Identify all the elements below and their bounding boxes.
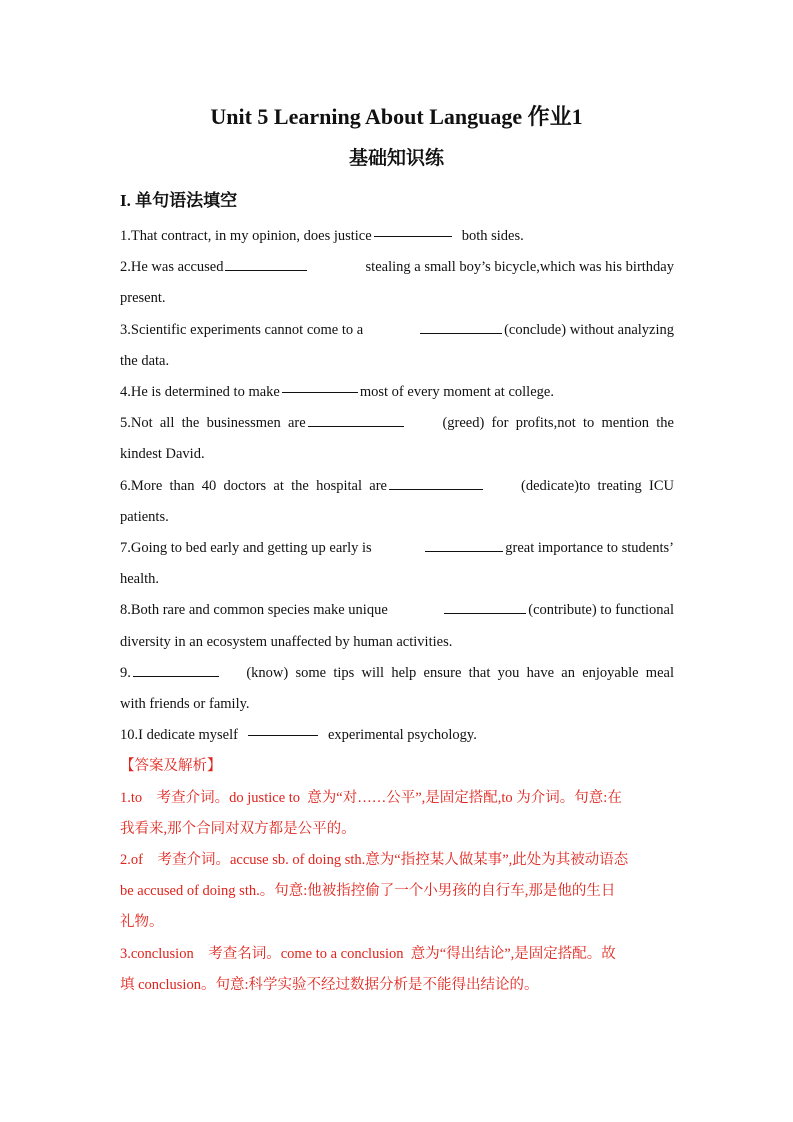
answer-text: 我看来,那个合同对双方都是公平的。 bbox=[120, 820, 356, 837]
question-text: 4.He is determined to make bbox=[120, 384, 280, 401]
document-body bbox=[120, 221, 674, 1001]
question-9 bbox=[120, 658, 674, 689]
question-6 bbox=[120, 471, 674, 502]
answer-text: 2.of 考查介词。accuse sb. of doing sth.意为“指控某人做某事”,此处为其被动语态 bbox=[120, 852, 629, 869]
answer-text: 礼物。 bbox=[120, 914, 164, 931]
question-text: diversity in an ecosystem unaffected by human activities. bbox=[120, 633, 453, 650]
question-text: great importance to students’ bbox=[505, 540, 674, 557]
answer-blank bbox=[225, 255, 307, 271]
question-text: with friends or family. bbox=[120, 696, 250, 713]
question-text: patients. bbox=[120, 508, 169, 525]
question-8 bbox=[120, 595, 674, 626]
question-text: health. bbox=[120, 571, 160, 588]
question-text: 2.He was accused bbox=[120, 259, 224, 276]
answer-blank bbox=[248, 720, 318, 736]
question-text: 7.Going to bed early and getting up early is bbox=[120, 540, 372, 557]
question-5 bbox=[120, 408, 674, 439]
page-subtitle: 基础知识练 bbox=[348, 148, 444, 169]
question-text: 3.Scientific experiments cannot come to a bbox=[120, 321, 364, 338]
answers-heading: 【答案及解析】 bbox=[120, 758, 222, 775]
answer-blank bbox=[374, 221, 452, 237]
question-text: 1.That contract, in my opinion, does justice bbox=[120, 228, 372, 244]
question-text: (contribute) to functional bbox=[528, 602, 674, 619]
question-3 bbox=[120, 315, 674, 346]
answer-text: be accused of doing sth.。句意:他被指控偷了一个小男孩的自行车,那是他的生日 bbox=[120, 883, 616, 900]
answer-blank bbox=[425, 536, 503, 552]
page-title: Unit 5 Learning About Language 作业1 bbox=[210, 104, 583, 129]
question-2 bbox=[120, 252, 674, 283]
question-text: the data. bbox=[120, 352, 170, 369]
question-text: (dedicate)to treating ICU bbox=[521, 477, 674, 494]
question-text: present. bbox=[120, 290, 166, 307]
question-text: experimental psychology. bbox=[327, 727, 477, 744]
question-10 bbox=[120, 720, 674, 751]
question-7 bbox=[120, 533, 674, 564]
answer-blank bbox=[444, 598, 526, 614]
answer-blank bbox=[282, 377, 358, 393]
answer-2 bbox=[120, 845, 674, 939]
answer-blank bbox=[308, 411, 404, 427]
answer-blank bbox=[133, 661, 219, 677]
answer-blank bbox=[420, 318, 502, 334]
question-text: stealing a small boy’s bicycle,which was his birthday bbox=[365, 259, 674, 276]
question-text: (conclude) without analyzing bbox=[504, 321, 674, 338]
answer-text: 填 conclusion。句意:科学实验不经过数据分析是不能得出结论的。 bbox=[120, 976, 539, 993]
answer-blank bbox=[389, 474, 483, 490]
question-4 bbox=[120, 377, 674, 408]
question-text: most of every moment at college. bbox=[359, 384, 554, 401]
question-text: 5.Not all the businessmen are bbox=[120, 415, 306, 432]
answer-text: 1.to 考查介词。do justice to 意为“对……公平”,是固定搭配,to 为介词。句意:在 bbox=[120, 789, 622, 806]
question-text: kindest David. bbox=[120, 446, 205, 463]
question-text: 10.I dedicate myself bbox=[120, 727, 238, 744]
question-text: (greed) for profits,not to mention the bbox=[442, 415, 674, 432]
question-text: 6.More than 40 doctors at the hospital are bbox=[120, 477, 387, 494]
section-heading: I. 单句语法填空 bbox=[120, 191, 238, 210]
question-text: (know) some tips will help ensure that you have an enjoyable meal bbox=[246, 664, 674, 681]
answer-1 bbox=[120, 783, 674, 845]
question-text: 8.Both rare and common species make unique bbox=[120, 602, 388, 619]
question-text: both sides. bbox=[461, 228, 524, 244]
answer-3 bbox=[120, 939, 674, 1001]
question-text: 9. bbox=[120, 664, 131, 681]
question-1 bbox=[120, 221, 674, 252]
answer-text: 3.conclusion 考查名词。come to a conclusion 意为“得出结论”,是固定搭配。故 bbox=[120, 945, 616, 962]
